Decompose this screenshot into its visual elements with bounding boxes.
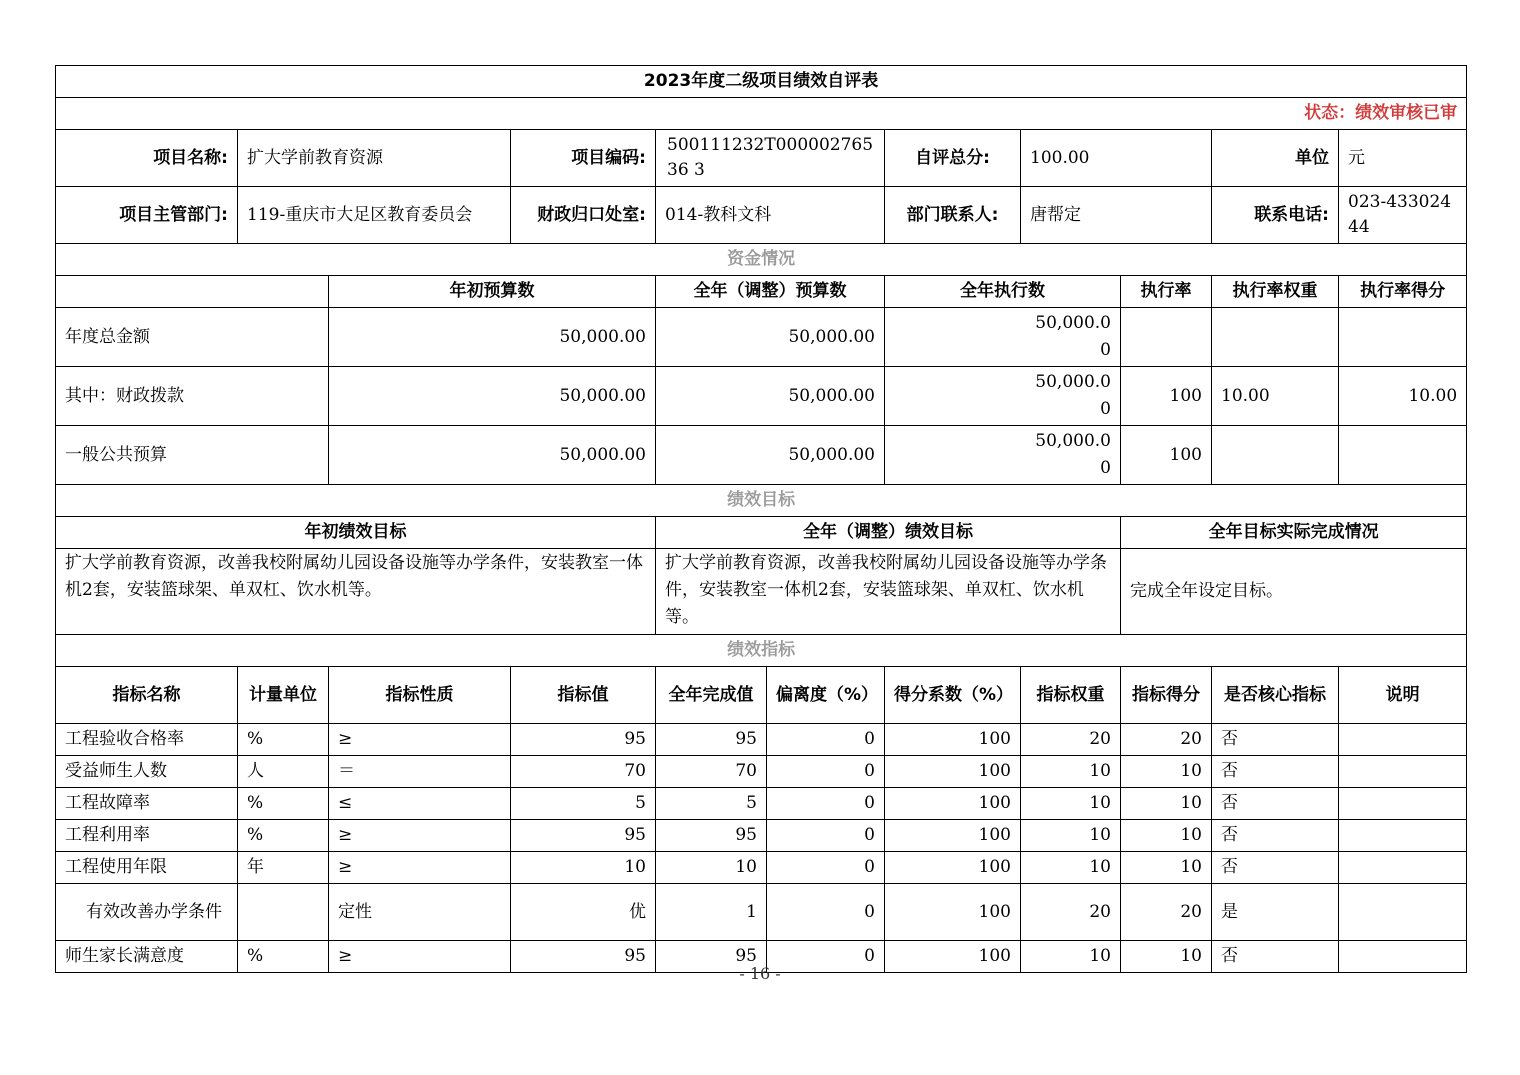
funds-row bbox=[56, 308, 1467, 367]
ind-coef: 100 bbox=[885, 852, 1021, 884]
funds-row-executed: 50,000.00 bbox=[885, 367, 1121, 426]
ind-value: 70 bbox=[511, 756, 656, 788]
ind-note bbox=[1339, 852, 1467, 884]
ind-nature: 定性 bbox=[329, 884, 511, 941]
ind-dev: 0 bbox=[767, 756, 885, 788]
ind-core: 否 bbox=[1212, 756, 1339, 788]
funds-row-rate bbox=[1121, 308, 1212, 367]
ind-header-nature: 指标性质 bbox=[329, 667, 511, 724]
ind-unit: % bbox=[238, 724, 329, 756]
project-code-value: 500111232T00000276536 3 bbox=[656, 130, 885, 187]
goals-header-row bbox=[56, 517, 1467, 549]
goals-header-adjusted: 全年（调整）绩效目标 bbox=[656, 517, 1121, 549]
funds-row-name: 一般公共预算 bbox=[56, 426, 329, 485]
ind-note bbox=[1339, 820, 1467, 852]
goals-content-row bbox=[56, 549, 1467, 635]
goal-actual-text: 完成全年设定目标。 bbox=[1121, 549, 1467, 635]
table-row bbox=[56, 724, 1467, 756]
ind-header-dev: 偏离度（%） bbox=[767, 667, 885, 724]
funds-row-adjusted: 50,000.00 bbox=[656, 308, 885, 367]
title-row bbox=[56, 66, 1467, 98]
project-name-value: 扩大学前教育资源 bbox=[238, 130, 511, 187]
funds-row-weight bbox=[1212, 308, 1339, 367]
funds-row-adjusted: 50,000.00 bbox=[656, 426, 885, 485]
ind-weight: 10 bbox=[1021, 788, 1121, 820]
ind-name: 工程故障率 bbox=[56, 788, 238, 820]
ind-dev: 0 bbox=[767, 788, 885, 820]
contact-value: 唐帮定 bbox=[1021, 187, 1212, 244]
funds-header-rate: 执行率 bbox=[1121, 276, 1212, 308]
ind-done: 1 bbox=[656, 884, 767, 941]
ind-done: 95 bbox=[656, 820, 767, 852]
ind-done: 70 bbox=[656, 756, 767, 788]
goals-header-initial: 年初绩效目标 bbox=[56, 517, 656, 549]
ind-header-weight: 指标权重 bbox=[1021, 667, 1121, 724]
dept-value: 119-重庆市大足区教育委员会 bbox=[238, 187, 511, 244]
funds-row-name: 年度总金额 bbox=[56, 308, 329, 367]
ind-unit bbox=[238, 884, 329, 941]
ind-nature: ≥ bbox=[329, 852, 511, 884]
ind-nature: ≥ bbox=[329, 724, 511, 756]
table-row bbox=[56, 820, 1467, 852]
funds-row-rate: 100 bbox=[1121, 426, 1212, 485]
ind-header-value: 指标值 bbox=[511, 667, 656, 724]
funds-row-executed: 50,000.00 bbox=[885, 426, 1121, 485]
ind-coef: 100 bbox=[885, 884, 1021, 941]
score-value: 100.00 bbox=[1021, 130, 1212, 187]
ind-value: 95 bbox=[511, 724, 656, 756]
funds-row-initial: 50,000.00 bbox=[329, 367, 656, 426]
ind-note bbox=[1339, 884, 1467, 941]
funds-row-initial: 50,000.00 bbox=[329, 308, 656, 367]
ind-core: 否 bbox=[1212, 788, 1339, 820]
table-row bbox=[56, 852, 1467, 884]
goals-header-actual: 全年目标实际完成情况 bbox=[1121, 517, 1467, 549]
indicators-header-row bbox=[56, 667, 1467, 724]
ind-value: 优 bbox=[511, 884, 656, 941]
finance-value: 014-教科文科 bbox=[656, 187, 885, 244]
funds-row-weight: 10.00 bbox=[1212, 367, 1339, 426]
funds-row-adjusted: 50,000.00 bbox=[656, 367, 885, 426]
funds-row-executed: 50,000.00 bbox=[885, 308, 1121, 367]
ind-value: 95 bbox=[511, 820, 656, 852]
funds-header-row bbox=[56, 276, 1467, 308]
ind-dev: 0 bbox=[767, 852, 885, 884]
ind-core: 否 bbox=[1212, 820, 1339, 852]
funds-row-score bbox=[1339, 426, 1467, 485]
ind-name: 师生家长满意度 bbox=[56, 941, 238, 973]
ind-name: 工程使用年限 bbox=[56, 852, 238, 884]
funds-header-weight: 执行率权重 bbox=[1212, 276, 1339, 308]
contact-label: 部门联系人: bbox=[885, 187, 1021, 244]
ind-done: 10 bbox=[656, 852, 767, 884]
phone-label: 联系电话: bbox=[1212, 187, 1339, 244]
score-label: 自评总分: bbox=[885, 130, 1021, 187]
ind-nature: ＝ bbox=[329, 756, 511, 788]
ind-core: 否 bbox=[1212, 941, 1339, 973]
funds-header-blank bbox=[56, 276, 329, 308]
ind-core: 否 bbox=[1212, 852, 1339, 884]
ind-dev: 0 bbox=[767, 941, 885, 973]
ind-score: 10 bbox=[1121, 941, 1212, 973]
status-badge: 状态：绩效审核已审 bbox=[56, 98, 1467, 130]
funds-header-executed: 全年执行数 bbox=[885, 276, 1121, 308]
goal-initial-text: 扩大学前教育资源，改善我校附属幼儿园设备设施等办学条件，安装教室一体机2套，安装篮球架、单双杠、饮水机等。 bbox=[56, 549, 656, 635]
ind-weight: 20 bbox=[1021, 884, 1121, 941]
funds-row-score: 10.00 bbox=[1339, 367, 1467, 426]
ind-note bbox=[1339, 756, 1467, 788]
table-row bbox=[56, 788, 1467, 820]
funds-row-score bbox=[1339, 308, 1467, 367]
phone-value: 023-43302444 bbox=[1339, 187, 1467, 244]
ind-coef: 100 bbox=[885, 788, 1021, 820]
ind-header-core: 是否核心指标 bbox=[1212, 667, 1339, 724]
ind-header-name: 指标名称 bbox=[56, 667, 238, 724]
project-name-label: 项目名称: bbox=[56, 130, 238, 187]
project-code-label: 项目编码: bbox=[511, 130, 656, 187]
ind-coef: 100 bbox=[885, 820, 1021, 852]
ind-name: 工程利用率 bbox=[56, 820, 238, 852]
ind-core: 否 bbox=[1212, 724, 1339, 756]
ind-score: 20 bbox=[1121, 724, 1212, 756]
ind-coef: 100 bbox=[885, 941, 1021, 973]
ind-weight: 20 bbox=[1021, 724, 1121, 756]
ind-header-done: 全年完成值 bbox=[656, 667, 767, 724]
ind-dev: 0 bbox=[767, 884, 885, 941]
ind-core: 是 bbox=[1212, 884, 1339, 941]
info-row-2 bbox=[56, 187, 1467, 244]
ind-score: 10 bbox=[1121, 820, 1212, 852]
ind-value: 10 bbox=[511, 852, 656, 884]
goals-section-row bbox=[56, 485, 1467, 517]
ind-unit: 年 bbox=[238, 852, 329, 884]
ind-weight: 10 bbox=[1021, 941, 1121, 973]
funds-row bbox=[56, 426, 1467, 485]
funds-row-initial: 50,000.00 bbox=[329, 426, 656, 485]
funds-header-score: 执行率得分 bbox=[1339, 276, 1467, 308]
ind-nature: ≥ bbox=[329, 820, 511, 852]
ind-unit: 人 bbox=[238, 756, 329, 788]
goals-section-title: 绩效目标 bbox=[56, 485, 1467, 517]
ind-name: 工程验收合格率 bbox=[56, 724, 238, 756]
funds-row-weight bbox=[1212, 426, 1339, 485]
ind-note bbox=[1339, 724, 1467, 756]
goal-adjusted-text: 扩大学前教育资源，改善我校附属幼儿园设备设施等办学条件，安装教室一体机2套，安装篮球架、单双杠、饮水机等。 bbox=[656, 549, 1121, 635]
ind-coef: 100 bbox=[885, 756, 1021, 788]
ind-note bbox=[1339, 788, 1467, 820]
funds-row-name: 其中：财政拨款 bbox=[56, 367, 329, 426]
ind-weight: 10 bbox=[1021, 820, 1121, 852]
ind-done: 5 bbox=[656, 788, 767, 820]
ind-score: 10 bbox=[1121, 756, 1212, 788]
indicators-section-row bbox=[56, 635, 1467, 667]
ind-score: 20 bbox=[1121, 884, 1212, 941]
info-row-1 bbox=[56, 130, 1467, 187]
ind-header-score: 指标得分 bbox=[1121, 667, 1212, 724]
ind-coef: 100 bbox=[885, 724, 1021, 756]
ind-header-note: 说明 bbox=[1339, 667, 1467, 724]
ind-header-unit: 计量单位 bbox=[238, 667, 329, 724]
ind-value: 95 bbox=[511, 941, 656, 973]
dept-label: 项目主管部门: bbox=[56, 187, 238, 244]
ind-name: 有效改善办学条件 bbox=[56, 884, 238, 941]
ind-nature: ≥ bbox=[329, 941, 511, 973]
unit-label: 单位 bbox=[1212, 130, 1339, 187]
ind-done: 95 bbox=[656, 724, 767, 756]
funds-row-rate: 100 bbox=[1121, 367, 1212, 426]
ind-unit: % bbox=[238, 820, 329, 852]
ind-unit: % bbox=[238, 788, 329, 820]
funds-row bbox=[56, 367, 1467, 426]
ind-weight: 10 bbox=[1021, 756, 1121, 788]
table-row bbox=[56, 884, 1467, 941]
table-title: 2023年度二级项目绩效自评表 bbox=[56, 66, 1467, 98]
funds-section-title: 资金情况 bbox=[56, 244, 1467, 276]
status-row bbox=[56, 98, 1467, 130]
ind-unit: % bbox=[238, 941, 329, 973]
funds-section-row bbox=[56, 244, 1467, 276]
table-row bbox=[56, 756, 1467, 788]
ind-name: 受益师生人数 bbox=[56, 756, 238, 788]
funds-header-adjusted: 全年（调整）预算数 bbox=[656, 276, 885, 308]
ind-done: 95 bbox=[656, 941, 767, 973]
ind-dev: 0 bbox=[767, 724, 885, 756]
ind-dev: 0 bbox=[767, 820, 885, 852]
finance-label: 财政归口处室: bbox=[511, 187, 656, 244]
ind-header-coef: 得分系数（%） bbox=[885, 667, 1021, 724]
ind-score: 10 bbox=[1121, 852, 1212, 884]
ind-nature: ≤ bbox=[329, 788, 511, 820]
page-number: - 16 - bbox=[739, 964, 781, 983]
ind-score: 10 bbox=[1121, 788, 1212, 820]
performance-self-evaluation-table bbox=[55, 65, 1467, 973]
funds-header-initial: 年初预算数 bbox=[329, 276, 656, 308]
ind-weight: 10 bbox=[1021, 852, 1121, 884]
indicators-section-title: 绩效指标 bbox=[56, 635, 1467, 667]
unit-value: 元 bbox=[1339, 130, 1467, 187]
ind-value: 5 bbox=[511, 788, 656, 820]
